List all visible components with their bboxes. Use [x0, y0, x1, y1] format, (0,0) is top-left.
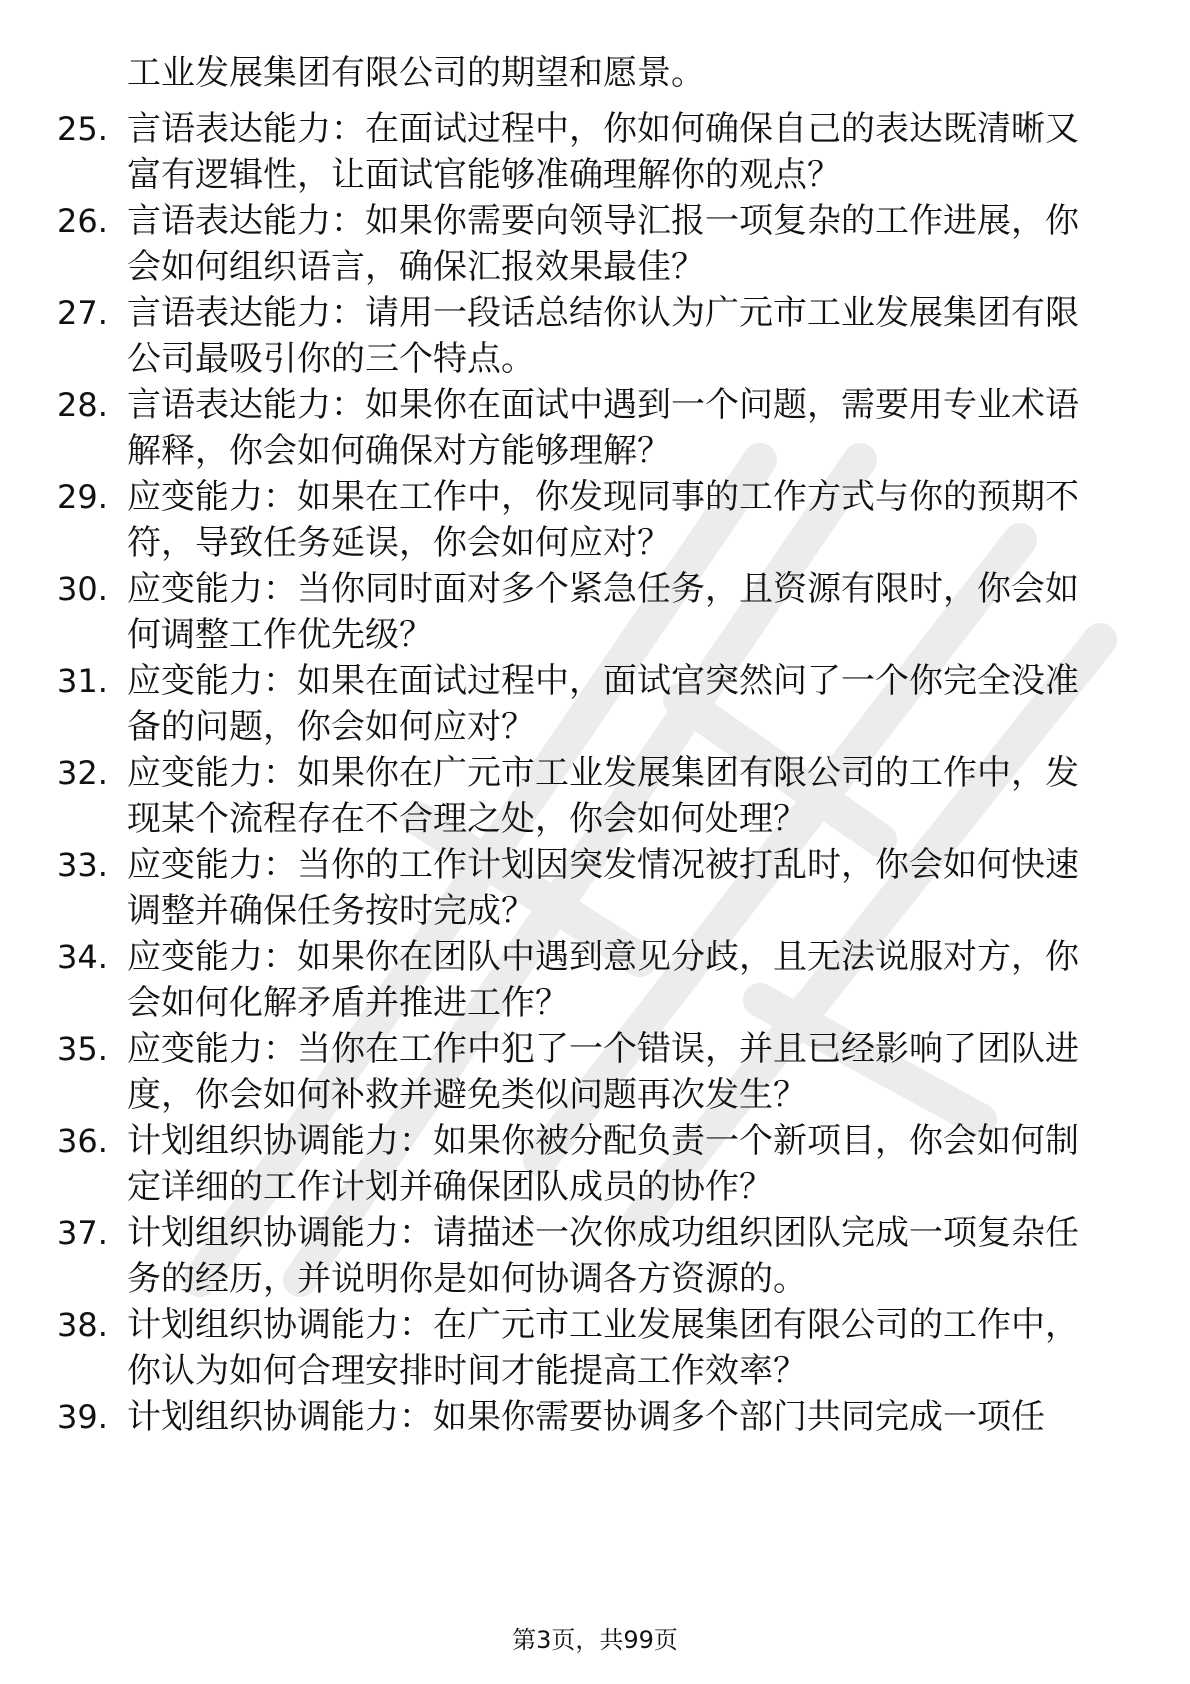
- question-text: 言语表达能力：如果你在面试中遇到一个问题，需要用专业术语 解释，你会如何确保对方能够理解？: [127, 385, 1079, 471]
- question-text: 应变能力：如果你在团队中遇到意见分歧，且无法说服对方，你 会如何化解矛盾并推进工作？: [127, 937, 1079, 1023]
- question-number: 33.: [57, 846, 108, 884]
- question-number: 28.: [57, 386, 108, 424]
- question-text: 应变能力：当你的工作计划因突发情况被打乱时，你会如何快速 调整并确保任务按时完成？: [127, 845, 1079, 931]
- question-text: 言语表达能力：如果你需要向领导汇报一项复杂的工作进展，你 会如何组织语言，确保汇报效果最佳？: [127, 201, 1079, 287]
- question-number: 35.: [57, 1030, 108, 1068]
- question-text: 计划组织协调能力：请描述一次你成功组织团队完成一项复杂任 务的经历，并说明你是如何协调各方资源的。: [127, 1213, 1079, 1299]
- question-number: 26.: [57, 202, 108, 240]
- question-number: 31.: [57, 662, 108, 700]
- question-text: 言语表达能力：在面试过程中，你如何确保自己的表达既清晰又 富有逻辑性，让面试官能够准确理解你的观点？: [127, 109, 1079, 195]
- question-number: 25.: [57, 110, 108, 148]
- question-number: 32.: [57, 754, 108, 792]
- continued-paragraph: 工业发展集团有限公司的期望和愿景。: [127, 53, 705, 93]
- question-number: 38.: [57, 1306, 108, 1344]
- question-number: 30.: [57, 570, 108, 608]
- question-number: 37.: [57, 1214, 108, 1252]
- question-text: 计划组织协调能力：在广元市工业发展集团有限公司的工作中， 你认为如何合理安排时间才能提高工作效率？: [127, 1305, 1079, 1391]
- question-number: 36.: [57, 1122, 108, 1160]
- question-text: 应变能力：当你在工作中犯了一个错误，并且已经影响了团队进 度，你会如何补救并避免类似问题再次发生？: [127, 1029, 1079, 1115]
- question-text: 言语表达能力：请用一段话总结你认为广元市工业发展集团有限 公司最吸引你的三个特点。: [127, 293, 1079, 379]
- question-number: 39.: [57, 1398, 108, 1436]
- question-text: 应变能力：如果你在广元市工业发展集团有限公司的工作中，发 现某个流程存在不合理之处，你会如何处理？: [127, 753, 1079, 839]
- question-text: 应变能力：当你同时面对多个紧急任务，且资源有限时，你会如 何调整工作优先级？: [127, 569, 1079, 655]
- question-text: 应变能力：如果在工作中，你发现同事的工作方式与你的预期不 符，导致任务延误，你会如何应对？: [127, 477, 1079, 563]
- question-text: 计划组织协调能力：如果你被分配负责一个新项目，你会如何制 定详细的工作计划并确保团队成员的协作？: [127, 1121, 1079, 1207]
- question-number: 34.: [57, 938, 108, 976]
- question-text: 应变能力：如果在面试过程中，面试官突然问了一个你完全没准 备的问题，你会如何应对？: [127, 661, 1079, 747]
- page-footer: 第3页，共99页: [512, 1626, 678, 1654]
- question-text: 计划组织协调能力：如果你需要协调多个部门共同完成一项任: [127, 1397, 1045, 1437]
- question-number: 27.: [57, 294, 108, 332]
- question-number: 29.: [57, 478, 108, 516]
